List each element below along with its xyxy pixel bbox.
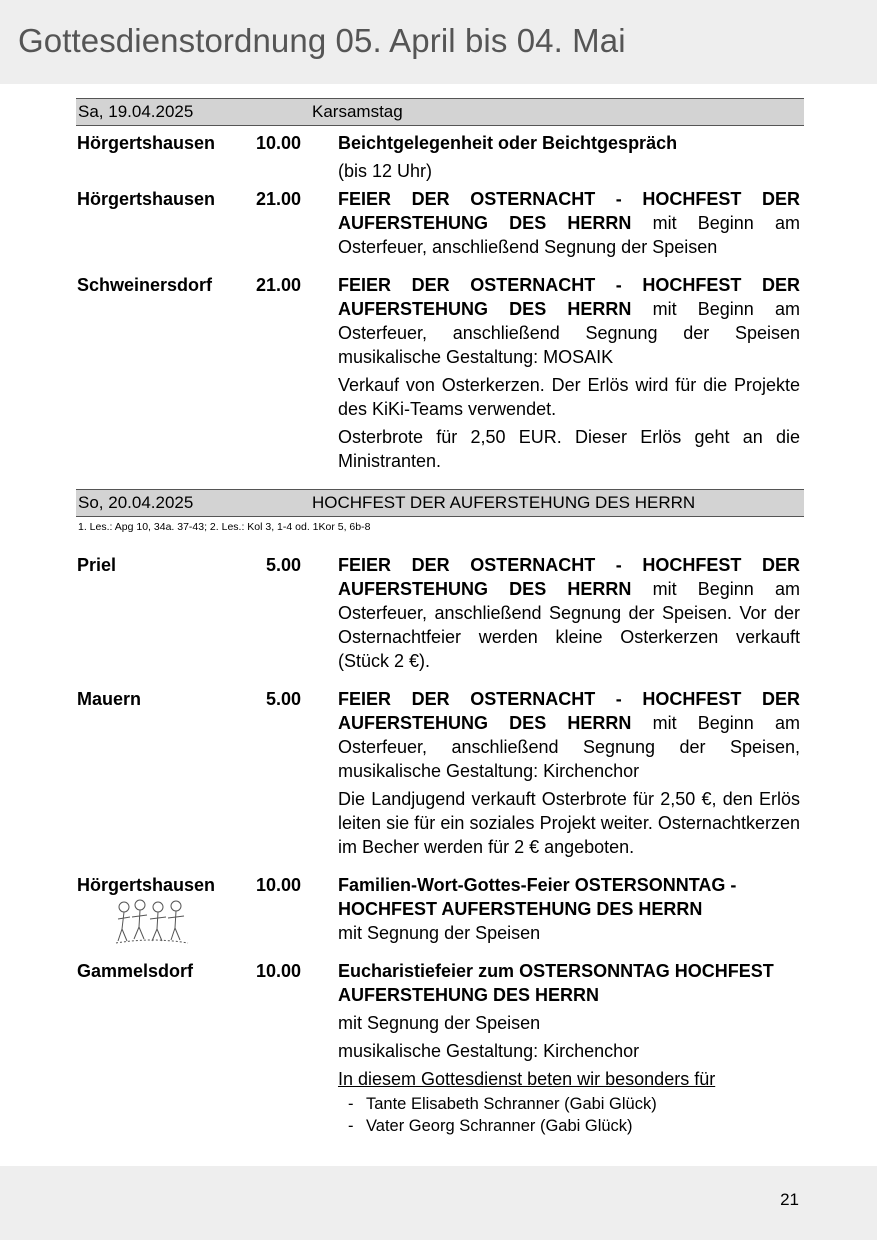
service-text: mit Segnung der Speisen (338, 923, 541, 943)
service-time: 10.00 (255, 133, 301, 153)
service-text: mit Segnung der Speisen (338, 1013, 541, 1033)
service-entry (76, 187, 804, 259)
service-time: 10.00 (255, 875, 301, 895)
service-title: Eucharistiefeier zum OSTERSONNTAG HOCHFEST AUFERSTEHUNG DES HERRN (338, 961, 774, 1005)
prayer-heading: In diesem Gottesdienst beten wir besonders für (338, 1069, 716, 1089)
service-text: mit Beginn am Osterfeuer, anschließend Segnung der Speisen (338, 213, 800, 257)
day-header (76, 98, 804, 126)
service-time: 21.00 (255, 189, 301, 209)
service-time: 5.00 (265, 689, 301, 709)
service-extra: Osterbrote für 2,50 EUR. Dieser Erlös geht an die Ministranten. (338, 427, 800, 471)
service-extra: musikalische Gestaltung: Kirchenchor (338, 1041, 640, 1061)
bible-readings: 1. Les.: Apg 10, 34a. 37-43; 2. Les.: Kol 3, 1-4 od. 1Kor 5, 6b-8 (78, 521, 371, 533)
service-text: mit Beginn am Osterfeuer, anschließend Segnung der Speisen, musikalische Gestaltung: Kirchenchor (338, 713, 800, 781)
day-date: Sa, 19.04.2025 (78, 102, 194, 121)
service-title: FEIER DER OSTERNACHT - HOCHFEST DER AUFERSTEHUNG DES HERRN (338, 189, 800, 233)
service-title: FEIER DER OSTERNACHT - HOCHFEST DER AUFERSTEHUNG DES HERRN (338, 689, 800, 733)
day-feast: HOCHFEST DER AUFERSTEHUNG DES HERRN (312, 493, 696, 512)
service-title: Familien-Wort-Gottes-Feier OSTERSONNTAG - HOCHFEST AUFERSTEHUNG DES HERRN (338, 875, 737, 919)
day-date: So, 20.04.2025 (78, 493, 194, 512)
intention-item: - Vater Georg Schranner (Gabi Glück) (348, 1117, 633, 1135)
service-text: mit Beginn am Osterfeuer, anschließend Segnung der Speisen. Vor der Osternachtfeier werden kleine Osterkerzen verkauft (Stück 2 €). (338, 579, 800, 671)
service-entry (76, 873, 804, 945)
page-footer (0, 1166, 877, 1240)
service-time: 10.00 (255, 961, 301, 981)
page-header (0, 0, 877, 84)
prayer-intentions (338, 1093, 800, 1137)
service-entry (76, 687, 804, 859)
service-entry (76, 273, 804, 473)
intention-item: - Tante Elisabeth Schranner (Gabi Glück) (348, 1095, 657, 1113)
service-place: Schweinersdorf (77, 275, 213, 295)
service-text: mit Beginn am Osterfeuer, anschließend Segnung der Speisen musikalische Gestaltung: MOSAIK (338, 299, 800, 367)
service-time: 5.00 (265, 555, 301, 575)
page-title: Gottesdienstordnung 05. April bis 04. Mai (18, 22, 626, 59)
schedule (76, 98, 804, 1137)
service-place: Priel (77, 555, 117, 575)
children-drawing-icon (114, 897, 190, 947)
service-time: 21.00 (255, 275, 301, 295)
service-place: Hörgertshausen (77, 189, 216, 209)
service-note: (bis 12 Uhr) (338, 161, 433, 181)
service-entry (76, 131, 804, 183)
service-place: Gammelsdorf (77, 961, 194, 981)
page-number: 21 (780, 1190, 799, 1209)
service-title: FEIER DER OSTERNACHT - HOCHFEST DER AUFERSTEHUNG DES HERRN (338, 275, 800, 319)
service-place: Mauern (77, 689, 142, 709)
service-extra: Die Landjugend verkauft Osterbrote für 2,50 €, den Erlös leiten sie für ein soziales Projekt weiter. Osternachtkerzen im Becher werden für 2 € angeboten. (338, 789, 800, 857)
service-extra: Verkauf von Osterkerzen. Der Erlös wird für die Projekte des KiKi-Teams verwendet. (338, 375, 800, 419)
service-entry (76, 959, 804, 1137)
day-feast: Karsamstag (312, 102, 403, 121)
service-place: Hörgertshausen (77, 133, 216, 153)
service-entry (76, 553, 804, 673)
service-title: Beichtgelegenheit oder Beichtgespräch (338, 133, 678, 153)
service-place: Hörgertshausen (77, 875, 216, 895)
service-title: FEIER DER OSTERNACHT - HOCHFEST DER AUFERSTEHUNG DES HERRN (338, 555, 800, 599)
day-header (76, 489, 804, 517)
